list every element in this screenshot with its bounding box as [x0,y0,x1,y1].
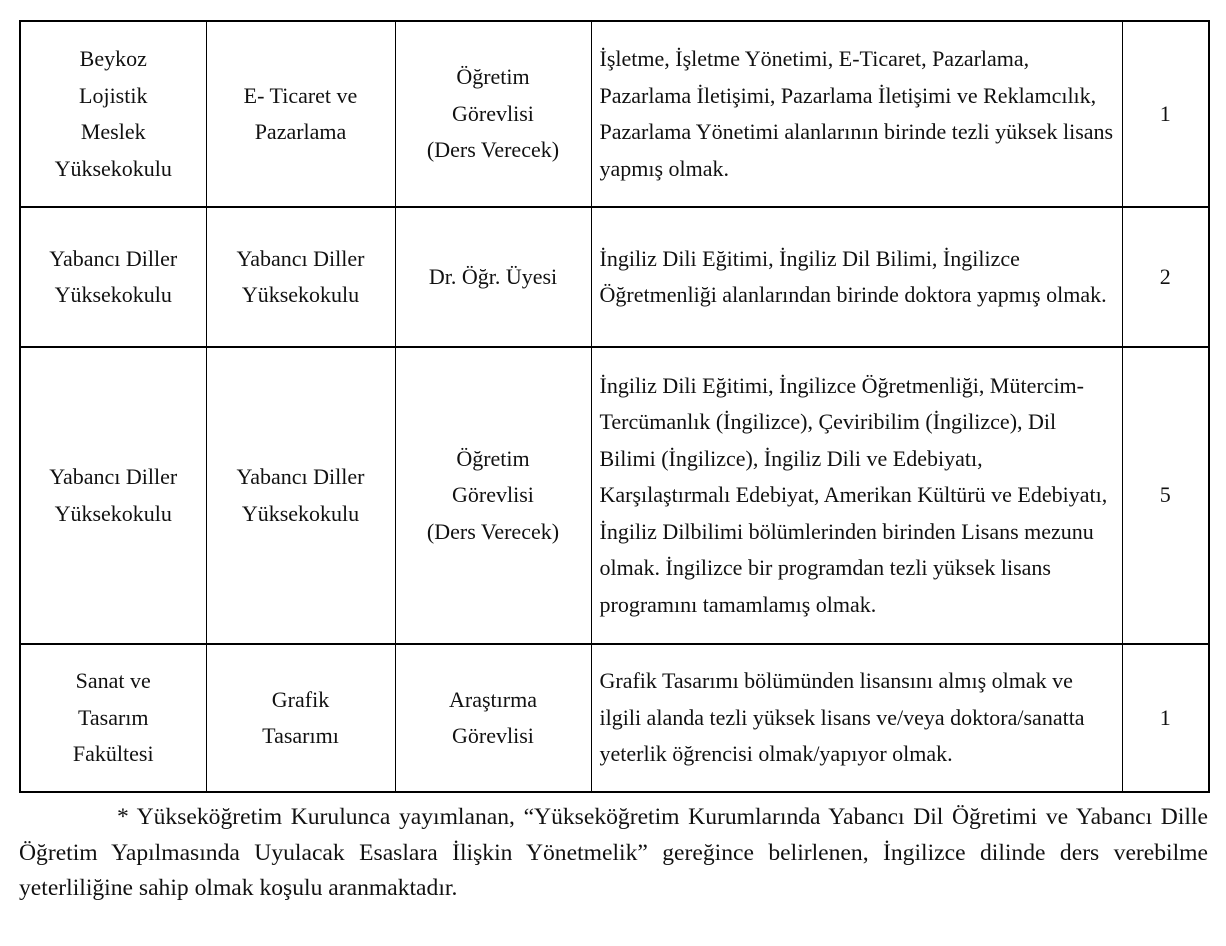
title-line: (Ders Verecek) [426,137,560,163]
count-cell: 1 [1122,21,1209,207]
title-cell [395,644,591,792]
department-cell [206,207,395,347]
title-cell [395,207,591,347]
table-row [20,207,1209,347]
table-row [20,644,1209,792]
department-cell [206,347,395,644]
positions-table [19,20,1210,793]
department-cell [206,644,395,792]
department-line: Yüksekokulu [241,282,360,307]
unit-cell [20,21,206,207]
requirement-cell: İngiliz Dili Eğitimi, İngilizce Öğretmenliği, Mütercim-Tercümanlık (İngilizce), Çeviribilim (İngilizce), Dil Bilimi (İngilizce), İngiliz Dili ve Edebiyatı, Karşılaştırmalı Edebiyat, Amerikan Kültürü ve Edebiyatı, İngiliz Dilbilimi bölümlerinden birinden Lisans mezunu olmak. İngilizce bir programdan tezli yüksek lisans programını tamamlamış olmak. [591,347,1122,644]
title-cell [395,21,591,207]
unit-line: Yüksekokulu [54,282,172,307]
footnote [19,800,1208,907]
unit-cell [20,347,206,644]
title-line: Görevlisi [452,723,534,748]
department-cell [206,21,395,207]
department-line: Yüksekokulu [241,500,360,526]
requirement-cell: İşletme, İşletme Yönetimi, E-Ticaret, Pazarlama, Pazarlama İletişimi, Pazarlama İletişimi ve Reklamcılık, Pazarlama Yönetimi alanlarının birinde tezli yüksek lisans yapmış olmak. [591,21,1122,207]
unit-line: Lojistik [79,82,148,108]
unit-line: Yabancı Diller [49,245,178,271]
unit-line: Tasarım [77,704,149,730]
table-row [20,21,1209,207]
footnote-text: * Yükseköğretim Kurulunca yayımlanan, “Yükseköğretim Kurumlarında Yabancı Dil Öğretimi ve Yabancı Dille Öğretim Yapılmasında Uyulacak Esaslara İlişkin Yönetmelik” gereğince belirlenen, İngilizce dilinde ders verebilme yeterliliğine sahip olmak koşulu aranmaktadır. [19,804,1208,901]
department-line: Tasarımı [262,723,339,748]
unit-line: Yüksekokulu [54,155,172,181]
title-cell [395,347,591,644]
requirement-cell: Grafik Tasarımı bölümünden lisansını almış olmak ve ilgili alanda tezli yüksek lisans ve/veya doktora/sanatta yeterlik öğrencisi olmak/yapıyor olmak. [591,644,1122,792]
unit-line: Fakültesi [72,741,154,767]
title-line: Öğretim [456,64,530,90]
requirement-cell: İngiliz Dili Eğitimi, İngiliz Dil Bilimi, İngilizce Öğretmenliği alanlarından birinde doktora yapmış olmak. [591,207,1122,347]
unit-line: Meslek [80,119,146,144]
title-line: Görevlisi [452,100,534,126]
title-line: Görevlisi [452,482,534,508]
department-line: Grafik [271,686,330,712]
department-line: Yabancı Diller [236,464,365,489]
department-line: Pazarlama [254,119,347,144]
title-line: (Ders Verecek) [426,518,560,544]
count-cell: 5 [1122,347,1209,644]
unit-line: Yüksekokulu [54,500,172,526]
unit-cell [20,644,206,792]
unit-line: Yabancı Diller [49,464,178,489]
title-line: Öğretim [456,445,530,471]
unit-cell [20,207,206,347]
unit-line: Beykoz [79,46,147,71]
unit-line: Sanat ve [75,668,151,694]
table-row [20,347,1209,644]
count-cell: 2 [1122,207,1209,347]
department-line: E- Ticaret ve [243,82,358,108]
title-line: Araştırma [449,686,537,712]
count-cell: 1 [1122,644,1209,792]
title-line: Dr. Öğr. Üyesi [428,263,558,289]
department-line: Yabancı Diller [236,245,365,271]
